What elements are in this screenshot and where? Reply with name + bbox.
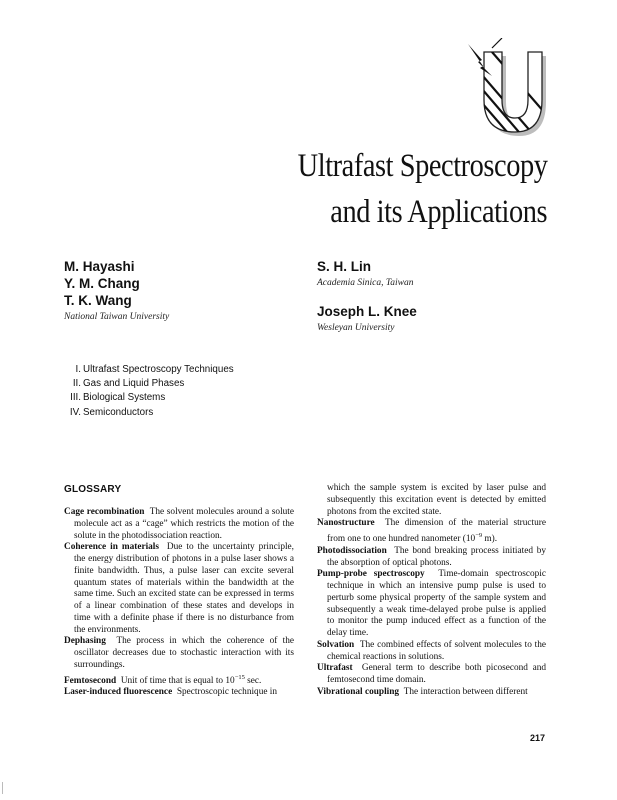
- glossary-entry: [64, 687, 294, 699]
- author-name: T. K. Wang: [64, 293, 132, 308]
- glossary-definition: The bond breaking process initiated by the absorption of optical photons.: [327, 545, 546, 568]
- glossary-term: Nanostructure: [317, 518, 375, 529]
- glossary-term: Femtosecond: [64, 675, 117, 686]
- glossary-term: Photodissociation: [317, 545, 387, 556]
- glossary-term: Coherence in materials: [64, 542, 160, 553]
- glossary-left-column: [64, 507, 294, 699]
- chapter-outline: [66, 363, 234, 420]
- author-name: S. H. Lin: [317, 259, 371, 274]
- glossary-entry: [64, 636, 294, 671]
- glossary-continued-text: which the sample system is excited by laser pulse and subsequently this excitation event is detected by emitted photons from the excited state.: [327, 483, 546, 517]
- glossary-definition: Spectroscopic technique in: [176, 687, 278, 698]
- glossary-term: Cage recombination: [64, 507, 145, 517]
- chapter-title-line-2: and its Applications: [330, 194, 547, 230]
- glossary-entry: [317, 640, 546, 664]
- author-affiliation: Wesleyan University: [317, 323, 395, 333]
- glossary-term: Laser-induced fluorescence: [64, 687, 173, 698]
- glossary-term: Solvation: [317, 639, 355, 650]
- glossary-definition: The process in which the coherence of the oscillator decreases due to stochastic interaction with its surroundings.: [74, 636, 294, 670]
- glossary-definition: Time-domain spectroscopic technique in which an intensive pump pulse is used to perturb some physical property of the sample system and subsequently a weak time-delayed probe pulse is applied to monitor the pump induced effect as a function of the delay time.: [327, 569, 546, 639]
- glossary-entry: [317, 569, 546, 640]
- glossary-entry: [64, 672, 294, 688]
- glossary-heading: GLOSSARY: [64, 484, 122, 495]
- glossary-term: Pump-probe spectroscopy: [317, 569, 425, 580]
- glossary-definition: The dimension of the material structure from one to one hundred nanometer ($10^{-9}$ m).: [327, 518, 546, 545]
- glossary-definition: Due to the uncertainty principle, the energy distribution of photons in a pulse laser shows a finite bandwidth. Thus, a pulse laser can excite several quantum states of materials within the bandwidth at the same time. Such an excited state can be expressed in terms of a linear combination of these states and develops in time with a definite phase if there is no disturbance from the environments.: [74, 542, 294, 635]
- outline-item: I. Ultrafast Spectroscopy Techniques: [75, 364, 234, 375]
- chapter-letter-u-graphic: [462, 38, 552, 138]
- glossary-entry: [64, 542, 294, 636]
- glossary-term: Ultrafast: [317, 663, 353, 674]
- author-name: Joseph L. Knee: [317, 304, 417, 319]
- glossary-definition: The combined effects of solvent molecules to the chemical reactions in solutions.: [327, 639, 546, 662]
- glossary-entry: [317, 546, 546, 570]
- glossary-definition: The interaction between different: [403, 686, 528, 697]
- glossary-right-column: [317, 483, 546, 699]
- outline-item: II. Gas and Liquid Phases: [72, 378, 185, 390]
- glossary-entry: [317, 663, 546, 687]
- glossary-definition: The solvent molecules around a solute molecule act as a “cage” which restricts the motion of the solute in the photodissociation reaction.: [74, 507, 295, 541]
- scan-edge-mark: [2, 782, 3, 794]
- glossary-definition: General term to describe both picosecond and femtosecond time domain.: [327, 663, 546, 686]
- page-number: 217: [530, 733, 546, 743]
- author-name: Y. M. Chang: [64, 276, 140, 291]
- glossary-term: Dephasing: [64, 636, 106, 647]
- glossary-entry: [317, 687, 546, 699]
- glossary-definition: Unit of time that is equal to $10^{-15}$ sec.: [120, 673, 262, 686]
- outline-item: III. Biological Systems: [70, 392, 166, 404]
- author-affiliation: National Taiwan University: [64, 312, 170, 322]
- author-affiliation: Academia Sinica, Taiwan: [317, 278, 414, 288]
- glossary-entry: [317, 518, 546, 546]
- chapter-letter: U: [462, 38, 463, 39]
- outline-item: IV. Semiconductors: [69, 406, 154, 418]
- glossary-term: Vibrational coupling: [317, 686, 400, 697]
- chapter-letter-logo: [462, 38, 552, 138]
- chapter-title-line-1: Ultrafast Spectroscopy: [297, 148, 547, 184]
- glossary-entry: [64, 507, 294, 542]
- authors-right: [317, 258, 417, 334]
- authors-left: [64, 258, 169, 323]
- author-name: M. Hayashi: [64, 259, 135, 274]
